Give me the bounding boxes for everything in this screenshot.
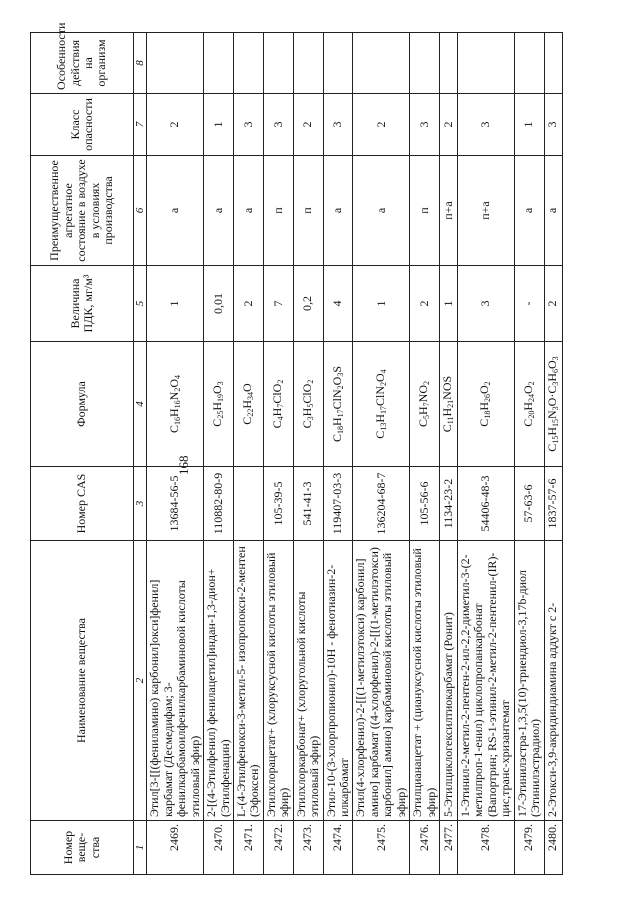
table-row <box>458 33 515 875</box>
substance-name: Этилхлоркарбонат+ (хлоругольной кислоты этиловый эфир) <box>293 541 323 821</box>
action-features <box>353 33 410 94</box>
chemical-formula: $C_5H_7NO_2$ <box>410 342 440 467</box>
pdk-value: 2 <box>233 266 263 342</box>
table-row <box>440 33 458 875</box>
substance-name: Этил-10-(3-хлорпропионил)-10Н - фенотиазин-2-илкарбамат <box>323 541 353 821</box>
action-features <box>323 33 353 94</box>
table-row <box>514 33 544 875</box>
substance-name: 1-Этинил-2-метил-2-пентен-2-ил-2,2-диметил-3-(2-метилпроп-1-енил) циклопропанкарбонат (Вапортрин; RS-1-этинил-2-метил-2-пентенил-(IR)-цис,транс-хризантемат <box>458 541 515 821</box>
substance-name: L-(4-Этилфенокси-3-метил-5- изопропокси-2-ментен (Эфоксен) <box>233 541 263 821</box>
aggregate-state: а <box>147 156 204 266</box>
substance-name: Этил(4-хлорфенил)-2-[[(1-метилэтокси) карбонил] амино] карбамат ((4-хлорфенил)-2-[[(1-метилэтокси) карбонил] амино] карбаминовой кислоты этиловый эфир) <box>353 541 410 821</box>
header-cas: Номер CAS <box>31 467 134 541</box>
table-row <box>204 33 234 875</box>
column-number: 8 <box>134 33 147 94</box>
substance-name: Этилхлорацетат+ (хлоруксусной кислоты этиловый эфир) <box>263 541 293 821</box>
substance-name: 2-[(4-Этилфенил) фенилацетил]индан-1,3-дион+ (Этилфенацин) <box>204 541 234 821</box>
column-number: 4 <box>134 342 147 467</box>
hazard-class: 2 <box>147 94 204 156</box>
header-features: Особенности действия на организм <box>31 33 134 94</box>
hazard-class: 2 <box>440 94 458 156</box>
header-name: Наименование вещества <box>31 541 134 821</box>
action-features <box>440 33 458 94</box>
action-features <box>204 33 234 94</box>
cas-number: 541-41-3 <box>293 467 323 541</box>
page-number: 168 <box>176 455 191 475</box>
header-pdk: Величина ПДК, мг/м³ <box>31 266 134 342</box>
pdk-value: 7 <box>263 266 293 342</box>
aggregate-state: п <box>263 156 293 266</box>
pdk-value: 1 <box>440 266 458 342</box>
action-features <box>263 33 293 94</box>
substance-name: 17-Этинилэстра-1,3,5(10)-триендиол-3,17b-диол (Этинилэстрадиол) <box>514 541 544 821</box>
chemical-formula: $C_{18}H_{17}ClN_2O_3S$ <box>323 342 353 467</box>
hazard-class: 1 <box>514 94 544 156</box>
substance-name: 2-Этокси-3,9-акридиндиамина аддукт с 2- <box>544 541 562 821</box>
header-state: Преимущественное агрегатное состояние в воздухе в условиях производства <box>31 156 134 266</box>
aggregate-state: а <box>204 156 234 266</box>
header-hazard: Класс опасности <box>31 94 134 156</box>
cas-number: 57-63-6 <box>514 467 544 541</box>
cas-number: 1837-57-6 <box>544 467 562 541</box>
aggregate-state: п <box>293 156 323 266</box>
column-number: 7 <box>134 94 147 156</box>
row-number: 2472. <box>263 821 293 875</box>
chemical-formula: $C_{18}H_{26}O_2$ <box>458 342 515 467</box>
row-number: 2471. <box>233 821 263 875</box>
row-number: 2476. <box>410 821 440 875</box>
substance-name: Этилцианацетат + (циануксусной кислоты этиловый эфир) <box>410 541 440 821</box>
action-features <box>233 33 263 94</box>
table-row <box>263 33 293 875</box>
column-number: 6 <box>134 156 147 266</box>
hazard-class: 3 <box>410 94 440 156</box>
chemical-formula: $C_{16}H_{16}N_2O_4$ <box>147 342 204 467</box>
pdk-value: 2 <box>410 266 440 342</box>
aggregate-state: а <box>323 156 353 266</box>
pdk-value: 1 <box>353 266 410 342</box>
action-features <box>544 33 562 94</box>
column-number: 2 <box>134 541 147 821</box>
hazard-class: 3 <box>263 94 293 156</box>
pdk-value: 0,01 <box>204 266 234 342</box>
hazard-class: 3 <box>458 94 515 156</box>
table-row <box>147 33 204 875</box>
hazard-class: 3 <box>233 94 263 156</box>
cas-number: 13684-56-5 <box>147 467 204 541</box>
table-row <box>410 33 440 875</box>
row-number: 2480. <box>544 821 562 875</box>
row-number: 2477. <box>440 821 458 875</box>
row-number: 2469. <box>147 821 204 875</box>
chemical-formula: $C_4H_7ClO_2$ <box>263 342 293 467</box>
chemical-formula: $C_{13}H_{17}ClN_2O_4$ <box>353 342 410 467</box>
action-features <box>514 33 544 94</box>
action-features <box>293 33 323 94</box>
cas-number: 119407-03-3 <box>323 467 353 541</box>
aggregate-state: а <box>544 156 562 266</box>
aggregate-state: п+а <box>440 156 458 266</box>
row-number: 2474. <box>323 821 353 875</box>
aggregate-state: п+а <box>458 156 515 266</box>
cas-number: 110882-80-9 <box>204 467 234 541</box>
action-features <box>458 33 515 94</box>
cas-number: 105-39-5 <box>263 467 293 541</box>
chemical-formula: $C_3H_5ClO_2$ <box>293 342 323 467</box>
pdk-value: 1 <box>147 266 204 342</box>
table-row <box>323 33 353 875</box>
action-features <box>410 33 440 94</box>
column-number: 1 <box>134 821 147 875</box>
cas-number <box>233 467 263 541</box>
chemical-formula: $C_{25}H_{19}O_3$ <box>204 342 234 467</box>
pdk-value: 3 <box>458 266 515 342</box>
column-number: 5 <box>134 266 147 342</box>
aggregate-state: п <box>410 156 440 266</box>
hazard-class: 3 <box>544 94 562 156</box>
substances-table <box>30 22 563 875</box>
cas-number: 54406-48-3 <box>458 467 515 541</box>
hazard-class: 2 <box>293 94 323 156</box>
row-number: 2478. <box>458 821 515 875</box>
pdk-value: 4 <box>323 266 353 342</box>
pdk-value: 0,2 <box>293 266 323 342</box>
substance-name: Этил[3-[[(фениламино) карбонил]окси]фенил] карбамат (Десмедифам; 3-фенилкарбамоилфенилкарбаминовой кислоты этиловый эфир) <box>147 541 204 821</box>
column-number: 3 <box>134 467 147 541</box>
hazard-class: 2 <box>353 94 410 156</box>
substance-name: 5-Этилциклогексилтиокарбамат (Ронит) <box>440 541 458 821</box>
header-number: Номер веще-ства <box>31 821 134 875</box>
table-row <box>293 33 323 875</box>
hazard-class: 1 <box>204 94 234 156</box>
chemical-formula: $C_{22}H_{34}O$ <box>233 342 263 467</box>
chemical-formula: $C_{11}H_{21}NOS$ <box>440 342 458 467</box>
aggregate-state: а <box>514 156 544 266</box>
row-number: 2479. <box>514 821 544 875</box>
row-number: 2473. <box>293 821 323 875</box>
pdk-value: 2 <box>544 266 562 342</box>
header-row <box>31 33 134 875</box>
chemical-formula: $C_{20}H_{24}O_2$ <box>514 342 544 467</box>
column-number-row <box>134 33 147 875</box>
row-number: 2470. <box>204 821 234 875</box>
pdk-value: - <box>514 266 544 342</box>
table-row <box>544 33 562 875</box>
cas-number: 1134-23-2 <box>440 467 458 541</box>
chemical-formula: $C_{15}H_{15}N_3O\cdot C_3H_6O_3$ <box>544 342 562 467</box>
table-body <box>147 33 562 875</box>
aggregate-state: а <box>233 156 263 266</box>
row-number: 2475. <box>353 821 410 875</box>
table-row <box>353 33 410 875</box>
aggregate-state: а <box>353 156 410 266</box>
cas-number: 105-56-6 <box>410 467 440 541</box>
table-row <box>233 33 263 875</box>
hazard-class: 3 <box>323 94 353 156</box>
action-features <box>147 33 204 94</box>
header-formula: Формула <box>31 342 134 467</box>
cas-number: 136204-68-7 <box>353 467 410 541</box>
